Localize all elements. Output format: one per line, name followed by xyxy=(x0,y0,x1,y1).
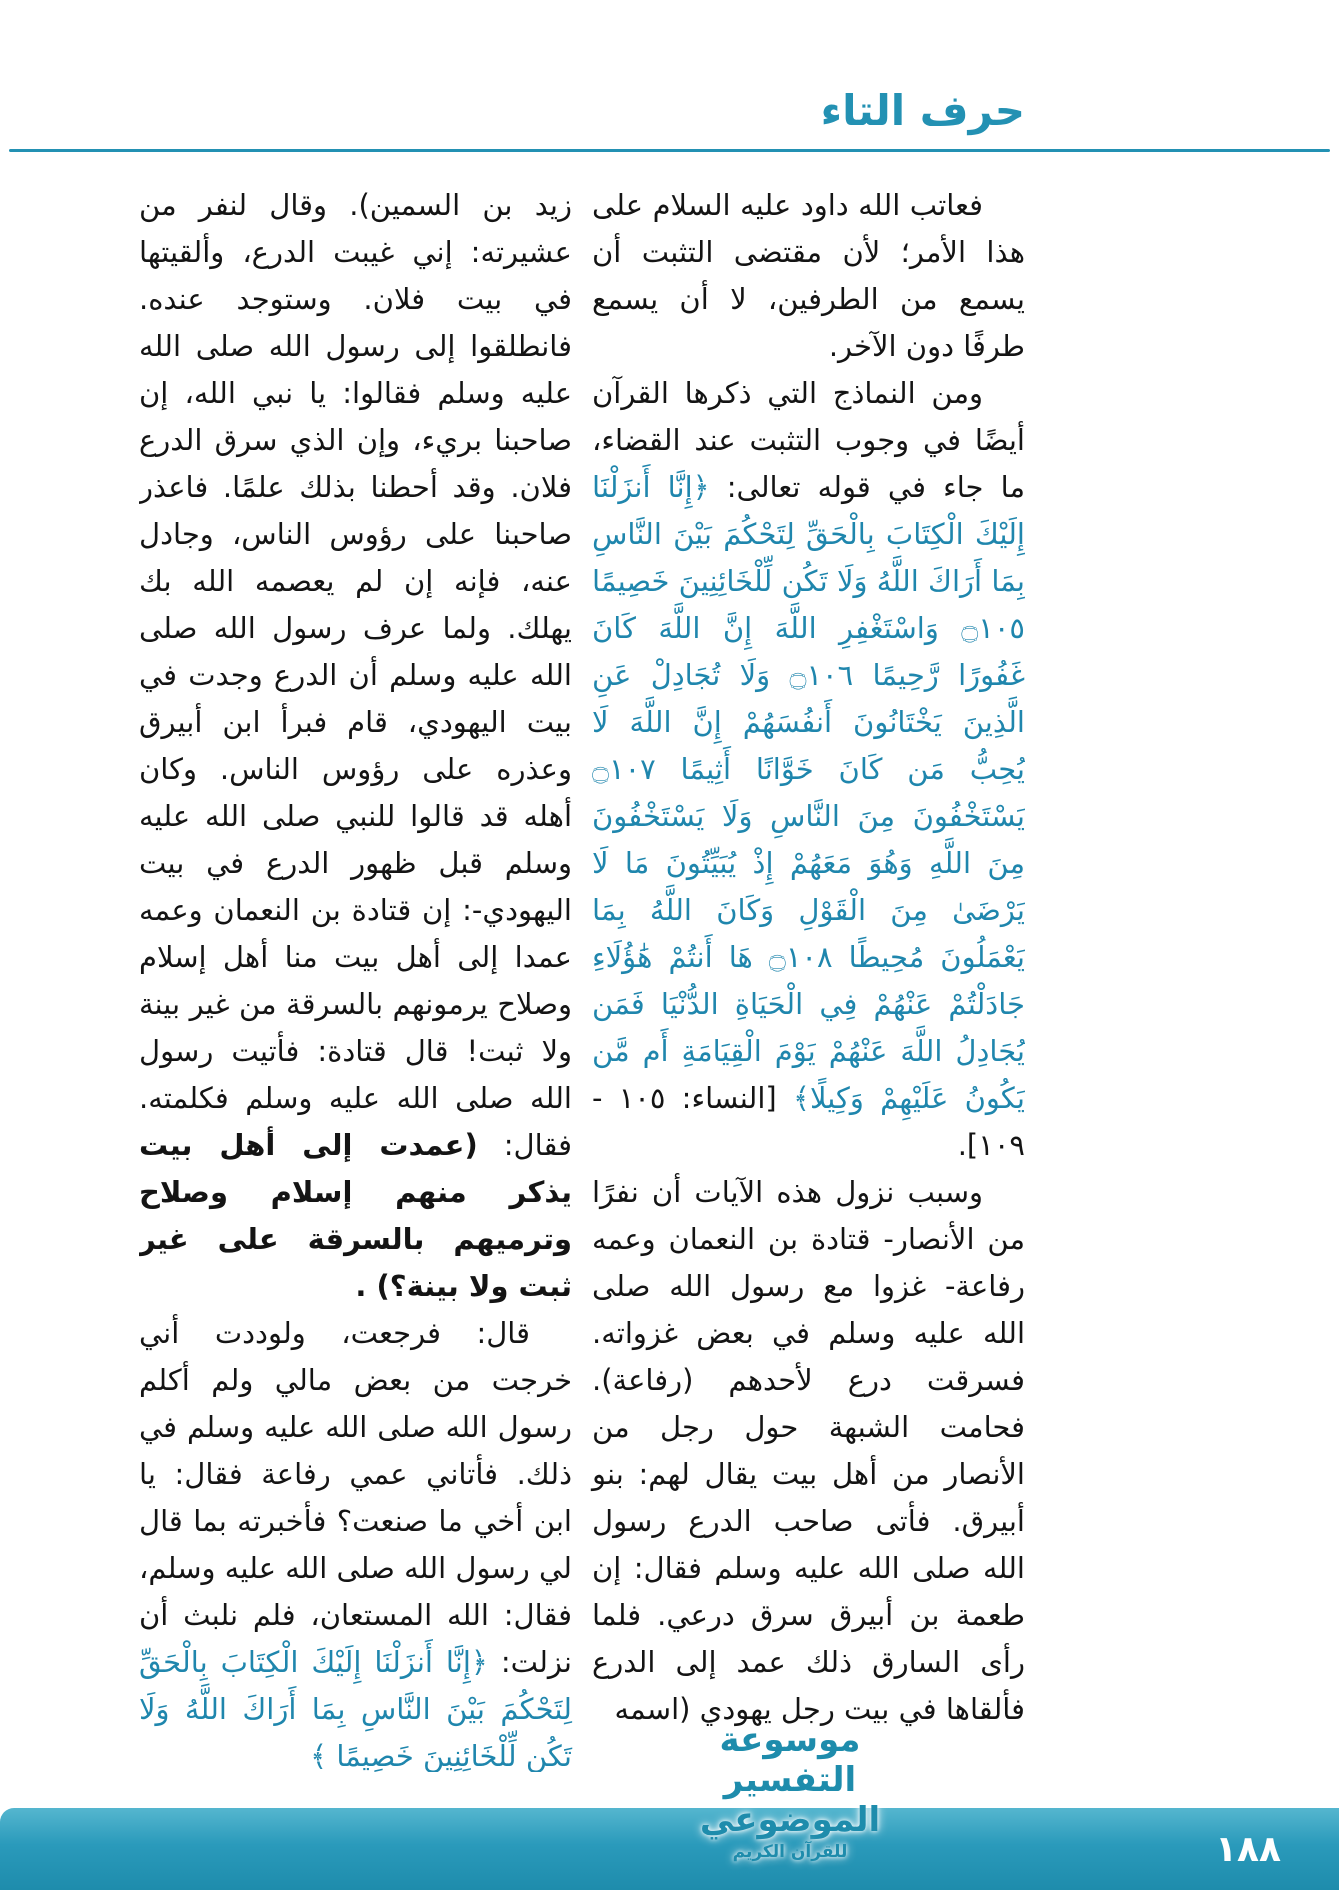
paragraph xyxy=(139,1310,572,1772)
page-content xyxy=(139,182,1025,1772)
body-text: قال: فرجعت، ولوددت أني خرجت من بعض مالي ولم أكلم رسول الله صلى الله عليه وسلم في ذلك. فأتاني عمي رفاعة فقال: يا ابن أخي ما صنعت؟ فأخبرته بما قال لي رسول الله صلى الله عليه وسلم، فقال: الله المستعان، فلم نلبث أن نزلت: xyxy=(139,1316,572,1679)
body-text: فعاتب الله داود عليه السلام على هذا الأمر؛ لأن مقتضى التثبت أن يسمع من الطرفين، لا أن يسمع طرفًا دون الآخر. xyxy=(592,188,1025,363)
body-text: وسبب نزول هذه الآيات أن نفرًا من الأنصار- قتادة بن النعمان وعمه رفاعة- غزوا مع رسول الله صلى الله عليه وسلم في بعض غزواته. فسرقت درع لأحدهم (رفاعة). فحامت الشبهة حول رجل من الأنصار من أهل بيت يقال لهم: بنو أبيرق. فأتى صاحب الدرع رسول الله صلى الله عليه وسلم فقال: إن طعمة بن أبيرق سرق درعي. فلما رأى السارق ذلك عمد إلى الدرع فألقاها في بيت رجل يهودي (اسمه xyxy=(592,1175,1025,1726)
quran-verse: ﴿إِنَّا أَنزَلْنَا إِلَيْكَ الْكِتَابَ بِالْحَقِّ لِتَحْكُمَ بَيْنَ النَّاسِ بِمَا أَرَاكَ اللَّهُ وَلَا تَكُن لِّلْخَائِنِينَ خَصِيمًا ﴾ xyxy=(139,1645,572,1772)
logo-title: موسوعة التفسير الموضوعي xyxy=(699,1720,881,1840)
verse-reference: [النساء: ١٠٥ - ١٠٩]. xyxy=(592,1081,1025,1162)
logo-subtitle: للقرآن الكريم xyxy=(732,1842,848,1862)
column-right xyxy=(592,182,1025,1772)
chapter-title: حرف التاء xyxy=(820,86,1025,135)
header-rule xyxy=(9,149,1330,152)
hadith-bold-text: (عمدت إلى أهل بيت يذكر منهم إسلام وصلاح وترميهم بالسرقة على غير ثبت ولا بينة؟) . xyxy=(139,1128,572,1303)
paragraph xyxy=(592,182,1025,370)
paragraph xyxy=(139,182,572,1310)
body-text: زيد بن السمين). وقال لنفر من عشيرته: إني غيبت الدرع، وألقيتها في بيت فلان. وستوجد عنده. فانطلقوا إلى رسول الله صلى الله عليه وسلم فقالوا: يا نبي الله، إن صاحبنا بريء، وإن الذي سرق الدرع فلان. وقد أحطنا بذلك علمًا. فاعذر صاحبنا على رؤوس الناس، وجادل عنه، فإنه إن لم يعصمه الله بك يهلك. ولما عرف رسول الله صلى الله عليه وسلم أن الدرع وجدت في بيت اليهودي، قام فبرأ ابن أبيرق وعذره على رؤوس الناس. وكان أهله قد قالوا للنبي صلى الله عليه وسلم قبل ظهور الدرع في بيت اليهودي-: إن قتادة بن النعمان وعمه عمدا إلى أهل بيت منا أهل إسلام وصلاح يرمونهم بالسرقة من غير بينة ولا ثبت! قال قتادة: فأتيت رسول الله صلى الله عليه وسلم فكلمته. فقال: xyxy=(139,188,572,1162)
publisher-logo xyxy=(652,1720,928,1862)
quran-verse: ﴿إِنَّا أَنزَلْنَا إِلَيْكَ الْكِتَابَ بِالْحَقِّ لِتَحْكُمَ بَيْنَ النَّاسِ بِمَا أَرَاكَ اللَّهُ وَلَا تَكُن لِّلْخَائِنِينَ خَصِيمًا ۝١٠٥ وَاسْتَغْفِرِ اللَّهَ إِنَّ اللَّهَ كَانَ غَفُورًا رَّحِيمًا ۝١٠٦ وَلَا تُجَادِلْ عَنِ الَّذِينَ يَخْتَانُونَ أَنفُسَهُمْ إِنَّ اللَّهَ لَا يُحِبُّ مَن كَانَ خَوَّانًا أَثِيمًا ۝١٠٧ يَسْتَخْفُونَ مِنَ النَّاسِ وَلَا يَسْتَخْفُونَ مِنَ اللَّهِ وَهُوَ مَعَهُمْ إِذْ يُبَيِّتُونَ مَا لَا يَرْضَىٰ مِنَ الْقَوْلِ وَكَانَ اللَّهُ بِمَا يَعْمَلُونَ مُحِيطًا ۝١٠٨ هَا أَنتُمْ هَٰؤُلَاءِ جَادَلْتُمْ عَنْهُمْ فِي الْحَيَاةِ الدُّنْيَا فَمَن يُجَادِلُ اللَّهَ عَنْهُمْ يَوْمَ الْقِيَامَةِ أَم مَّن يَكُونُ عَلَيْهِمْ وَكِيلًا﴾ xyxy=(592,470,1025,1115)
paragraph xyxy=(592,370,1025,1169)
paragraph xyxy=(592,1169,1025,1733)
body-text: ومن النماذج التي ذكرها القرآن أيضًا في وجوب التثبت عند القضاء، ما جاء في قوله تعالى: xyxy=(592,376,1025,504)
page-number: ١٨٨ xyxy=(1215,1829,1281,1870)
column-left xyxy=(139,182,572,1772)
